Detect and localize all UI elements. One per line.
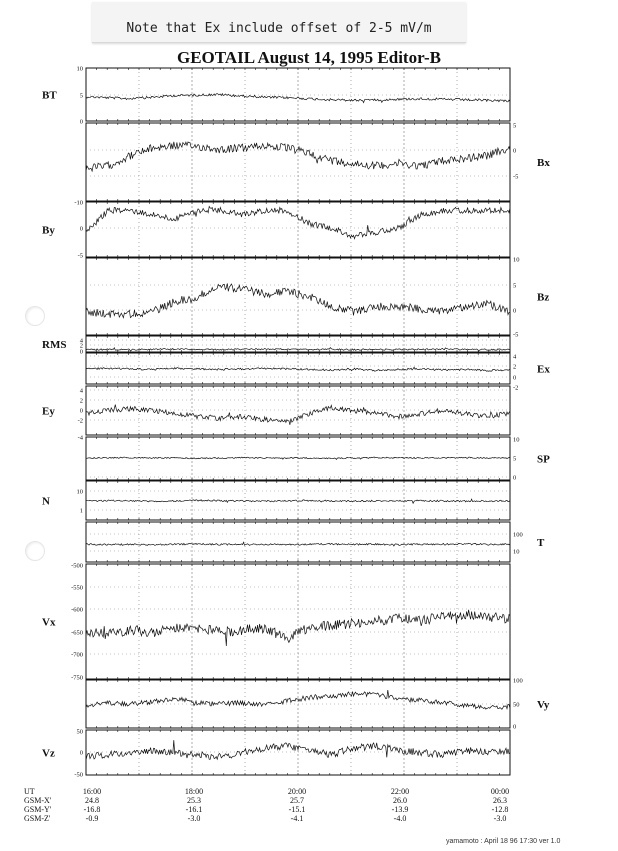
ytick-label-ex: 2 — [513, 363, 517, 371]
ytick-label-rms: 2 — [79, 342, 83, 350]
ytick-label-vz: 0 — [79, 749, 83, 757]
panel-label-n: N — [42, 495, 50, 508]
ytick-label-ey: 4 — [79, 387, 83, 395]
panel-label-vx: Vx — [42, 616, 56, 629]
ytick-label-n: 10 — [76, 488, 83, 496]
panel-label-by: By — [42, 224, 55, 237]
panel-label-sp: SP — [537, 453, 550, 466]
ytick-label-bz: -5 — [513, 331, 519, 339]
ytick-label-vx: -750 — [71, 674, 83, 682]
ytick-label-by: -5 — [77, 252, 83, 260]
ytick-label-ex: -2 — [513, 384, 519, 392]
ephemeris-value: -16.8 — [83, 805, 101, 814]
panel-label-rms: RMS — [42, 339, 67, 351]
ytick-label-bx: -5 — [513, 173, 519, 181]
ephemeris-value: 24.8 — [85, 796, 99, 805]
ephemeris-value: 25.3 — [187, 796, 201, 805]
ytick-label-vy: 50 — [513, 701, 520, 709]
panel-label-vy: Vy — [537, 699, 550, 711]
ytick-label-bt: 0 — [79, 118, 83, 126]
panel-label-bx: Bx — [537, 157, 550, 169]
panel-label-ex: Ex — [537, 363, 550, 376]
offset-note: Note that Ex include offset of 2-5 mV/m — [126, 21, 432, 36]
ytick-label-ey: 2 — [79, 397, 83, 405]
ytick-label-vz: 50 — [76, 728, 83, 736]
ytick-label-bx: 0 — [513, 147, 517, 155]
ytick-label-t: 10 — [513, 548, 520, 556]
ytick-label-vx: -600 — [71, 606, 83, 614]
ytick-label-ex: 0 — [513, 374, 517, 382]
ephemeris-value: 20:00 — [287, 787, 307, 796]
ephemeris-value: 22:00 — [390, 787, 410, 796]
ephemeris-value: -13.9 — [391, 805, 409, 814]
ephemeris-value: 18:00 — [184, 787, 204, 796]
ephemeris-value: -12.8 — [491, 805, 509, 814]
ephemeris-value: -3.0 — [493, 814, 507, 823]
ephemeris-label: GSM-Y' — [24, 805, 52, 814]
series-line-bz — [86, 283, 510, 317]
ephemeris-label: GSM-Z' — [24, 814, 51, 823]
ytick-label-bt: 5 — [79, 92, 83, 100]
ephemeris-value: -0.9 — [85, 814, 99, 823]
ytick-label-bz: 0 — [513, 307, 517, 315]
ytick-label-rms: 0 — [79, 348, 83, 356]
ephemeris-value: 26.0 — [393, 796, 407, 805]
ytick-label-vy: 100 — [513, 677, 523, 685]
ytick-label-bz: 5 — [513, 282, 517, 290]
ephemeris-value: 25.7 — [290, 796, 304, 805]
ytick-label-bz: 10 — [513, 256, 520, 264]
ephemeris-value: -4.1 — [290, 814, 304, 823]
ephemeris-value: -4.0 — [393, 814, 407, 823]
panel-label-ey: Ey — [42, 405, 55, 418]
ytick-label-rms: 4 — [79, 337, 83, 345]
ytick-label-sp: 5 — [513, 455, 517, 463]
ytick-label-vx: -550 — [71, 584, 83, 592]
ytick-label-ey: -4 — [77, 434, 83, 442]
ephemeris-value: 16:00 — [82, 787, 102, 796]
ytick-label-ey: 0 — [79, 407, 83, 415]
ytick-label-t: 100 — [513, 531, 523, 539]
ytick-label-ey: -2 — [77, 417, 83, 425]
ytick-label-bx: 5 — [513, 122, 517, 130]
panel-label-bt: BT — [42, 89, 57, 102]
ytick-label-vx: -700 — [71, 651, 83, 659]
panel-label-bz: Bz — [537, 291, 550, 304]
ytick-label-by: -10 — [74, 199, 83, 207]
ytick-label-ex: 4 — [513, 353, 517, 361]
ytick-label-bt: 10 — [76, 65, 83, 73]
ytick-label-vy: 0 — [513, 723, 517, 731]
ephemeris-value: -3.0 — [187, 814, 201, 823]
ephemeris-label: GSM-X' — [24, 796, 52, 805]
ytick-label-vz: -50 — [74, 771, 83, 779]
ytick-label-vx: -500 — [71, 562, 83, 570]
ytick-label-n: 1 — [79, 507, 83, 515]
ephemeris-value: 00:00 — [490, 787, 510, 796]
ephemeris-value: -15.1 — [288, 805, 306, 814]
ytick-label-vx: -650 — [71, 629, 83, 637]
panel-frame-bx — [86, 123, 510, 201]
ephemeris-value: -16.1 — [185, 805, 203, 814]
footer-credit: yamamoto : April 18 96 17:30 ver 1.0 — [446, 838, 561, 845]
panel-label-vz: Vz — [42, 747, 55, 760]
chart-title: GEOTAIL August 14, 1995 Editor-B — [176, 48, 442, 67]
ytick-label-sp: 10 — [513, 436, 520, 444]
ytick-label-by: 0 — [79, 225, 83, 233]
panel-label-t: T — [537, 537, 545, 549]
ephemeris-value: 26.3 — [493, 796, 507, 805]
ytick-label-sp: 0 — [513, 474, 517, 482]
ephemeris-label: UT — [24, 787, 35, 796]
